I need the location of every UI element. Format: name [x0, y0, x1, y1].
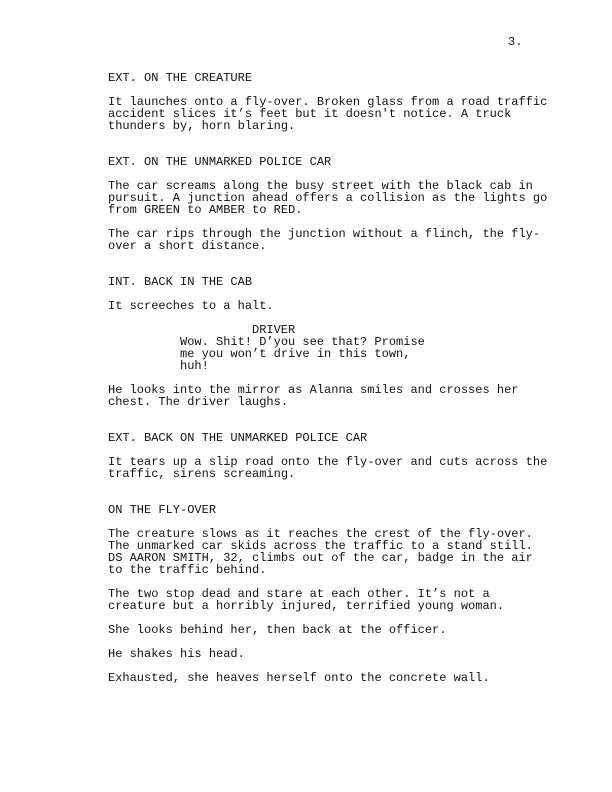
- scene-heading: EXT. ON THE CREATURE: [108, 71, 253, 85]
- action-paragraph: He looks into the mirror as Alanna smiles and crosses her chest. The driver laughs.: [108, 383, 519, 409]
- scene-heading: ON THE FLY-OVER: [108, 503, 217, 517]
- scene-heading: EXT. BACK ON THE UNMARKED POLICE CAR: [108, 431, 368, 445]
- action-paragraph: It screeches to a halt.: [108, 299, 274, 313]
- action-paragraph: She looks behind her, then back at the officer.: [108, 623, 447, 637]
- action-paragraph: Exhausted, she heaves herself onto the concrete wall.: [108, 671, 490, 685]
- action-paragraph: The two stop dead and stare at each other. It’s not a creature but a horribly injured, terrified young woman.: [108, 587, 505, 613]
- action-paragraph: The car screams along the busy street with the black cab in pursuit. A junction ahead offers a collision as the lights go from GREEN to AMBER to RED.: [108, 179, 548, 217]
- scene-heading: EXT. ON THE UNMARKED POLICE CAR: [108, 155, 332, 169]
- scene-heading: INT. BACK IN THE CAB: [108, 275, 253, 289]
- page-number: 3.: [508, 35, 523, 49]
- action-paragraph: It tears up a slip road onto the fly-over and cuts across the traffic, sirens screaming.: [108, 455, 548, 481]
- action-paragraph: He shakes his head.: [108, 647, 245, 661]
- action-paragraph: The creature slows as it reaches the crest of the fly-over. The unmarked car skids across the traffic to a stand still. DS AARON SMITH, 32, climbs out of the car, badge in the air to the traffic behind.: [108, 527, 533, 577]
- action-paragraph: The car rips through the junction without a flinch, the fly- over a short distance.: [108, 227, 541, 253]
- character-name: DRIVER: [252, 323, 296, 337]
- action-paragraph: It launches onto a fly-over. Broken glass from a road traffic accident slices it’s feet but it doesn't notice. A truck thunders by, horn blaring.: [108, 95, 548, 133]
- dialogue-text: Wow. Shit! D’you see that? Promise me you won’t drive in this town, huh!: [180, 335, 425, 373]
